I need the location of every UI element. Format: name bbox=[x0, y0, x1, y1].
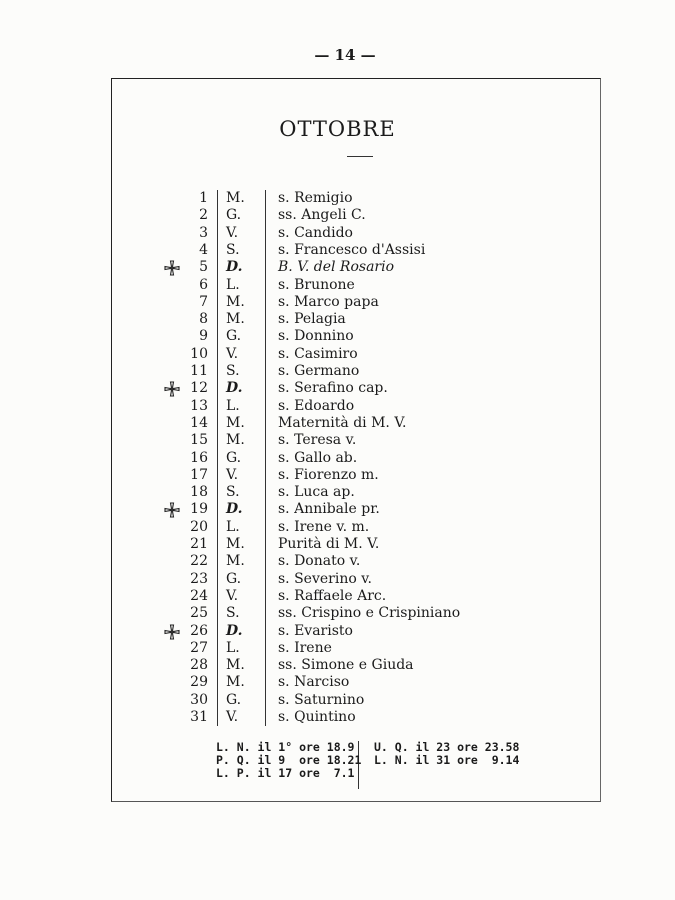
day-row bbox=[0, 674, 675, 691]
day-number: 13 bbox=[190, 397, 208, 414]
day-row bbox=[0, 484, 675, 501]
day-row bbox=[0, 536, 675, 553]
day-row bbox=[0, 207, 675, 224]
day-number: 28 bbox=[190, 657, 208, 674]
saint-name: s. Quintino bbox=[278, 709, 356, 725]
saint-name: s. Pelagia bbox=[278, 311, 346, 328]
saint-name: s. Teresa v. bbox=[278, 432, 357, 449]
saint-name: s. Donnino bbox=[278, 328, 354, 345]
day-number: 20 bbox=[190, 518, 208, 535]
day-of-week: D. bbox=[226, 622, 243, 639]
day-of-week: M. bbox=[226, 657, 245, 674]
day-of-week: M. bbox=[226, 293, 245, 310]
day-of-week: G. bbox=[226, 207, 242, 224]
day-of-week: S. bbox=[226, 363, 240, 379]
day-of-week: L. bbox=[226, 397, 240, 414]
saint-name: s. Remigio bbox=[278, 190, 353, 206]
cross-pattee-icon bbox=[164, 624, 180, 640]
day-row bbox=[0, 346, 675, 363]
day-of-week: M. bbox=[226, 536, 245, 552]
cross-pattee-icon bbox=[164, 502, 180, 518]
day-number: 8 bbox=[199, 311, 208, 328]
day-row bbox=[0, 623, 675, 640]
day-number: 17 bbox=[190, 466, 208, 483]
month-title: OTTOBRE bbox=[279, 117, 396, 141]
day-number: 25 bbox=[190, 605, 208, 622]
day-row bbox=[0, 467, 675, 484]
saint-name: s. Francesco d'Assisi bbox=[278, 241, 426, 258]
day-number: 1 bbox=[199, 190, 208, 206]
title-rule bbox=[347, 156, 373, 157]
day-row bbox=[0, 588, 675, 605]
saint-name: Maternità di M. V. bbox=[278, 414, 407, 431]
day-of-week: V. bbox=[226, 466, 239, 483]
cross-pattee-icon bbox=[164, 381, 180, 397]
day-row bbox=[0, 380, 675, 397]
day-of-week: V. bbox=[226, 345, 239, 362]
day-of-week: S. bbox=[226, 241, 240, 258]
day-of-week: M. bbox=[226, 414, 245, 431]
saint-name: s. Gallo ab. bbox=[278, 449, 358, 466]
day-row bbox=[0, 657, 675, 674]
saint-name: s. Edoardo bbox=[278, 397, 355, 414]
saint-name: s. Evaristo bbox=[278, 622, 353, 639]
day-row bbox=[0, 415, 675, 432]
day-of-week: D. bbox=[226, 501, 243, 518]
day-row bbox=[0, 571, 675, 588]
day-of-week: M. bbox=[226, 311, 245, 328]
page-number: — 14 — bbox=[314, 46, 376, 64]
day-row bbox=[0, 398, 675, 415]
day-row bbox=[0, 640, 675, 657]
saint-name: s. Annibale pr. bbox=[278, 501, 380, 518]
day-number: 4 bbox=[199, 241, 208, 258]
day-row bbox=[0, 294, 675, 311]
saint-name: ss. Angeli C. bbox=[278, 207, 366, 224]
day-number: 2 bbox=[199, 207, 208, 224]
day-row bbox=[0, 242, 675, 259]
moon-phase-line: P. Q. il 9 ore 18.21 bbox=[216, 753, 362, 767]
moon-phase-line: U. Q. il 23 ore 23.58 bbox=[374, 740, 520, 754]
day-number: 27 bbox=[190, 639, 208, 656]
day-number: 7 bbox=[199, 293, 208, 310]
day-number: 18 bbox=[190, 484, 208, 501]
saint-name: s. Irene bbox=[278, 639, 332, 656]
day-row bbox=[0, 363, 675, 380]
day-number: 16 bbox=[190, 449, 208, 466]
day-number: 19 bbox=[190, 501, 208, 518]
day-of-week: L. bbox=[226, 276, 240, 293]
day-of-week: M. bbox=[226, 432, 245, 449]
day-row bbox=[0, 709, 675, 726]
saint-name: ss. Simone e Giuda bbox=[278, 657, 414, 674]
saint-name: s. Marco papa bbox=[278, 293, 379, 310]
saint-name: s. Fiorenzo m. bbox=[278, 466, 379, 483]
day-number: 30 bbox=[190, 691, 208, 708]
day-row bbox=[0, 692, 675, 709]
day-number: 14 bbox=[190, 414, 208, 431]
day-number: 21 bbox=[190, 536, 208, 552]
day-of-week: G. bbox=[226, 328, 242, 345]
day-row bbox=[0, 328, 675, 345]
saint-name: s. Irene v. m. bbox=[278, 518, 370, 535]
day-of-week: G. bbox=[226, 449, 242, 466]
day-of-week: L. bbox=[226, 518, 240, 535]
day-number: 22 bbox=[190, 553, 208, 570]
day-number: 15 bbox=[190, 432, 208, 449]
day-of-week: D. bbox=[226, 259, 243, 276]
saint-name: s. Donato v. bbox=[278, 553, 361, 570]
moon-phase-line: L. N. il 1° ore 18.9 bbox=[216, 740, 355, 754]
day-of-week: M. bbox=[226, 553, 245, 570]
day-number: 10 bbox=[190, 345, 208, 362]
saint-name: s. Narciso bbox=[278, 674, 350, 691]
day-row bbox=[0, 190, 675, 207]
day-row bbox=[0, 605, 675, 622]
day-number: 11 bbox=[190, 363, 208, 379]
day-number: 12 bbox=[190, 380, 208, 397]
day-of-week: D. bbox=[226, 380, 243, 397]
saint-name: s. Luca ap. bbox=[278, 484, 355, 501]
moon-phase-line: L. P. il 17 ore 7.1 bbox=[216, 766, 355, 780]
day-number: 23 bbox=[190, 570, 208, 587]
day-of-week: V. bbox=[226, 709, 239, 725]
saint-name: s. Casimiro bbox=[278, 345, 358, 362]
day-of-week: L. bbox=[226, 639, 240, 656]
moon-phases-right bbox=[374, 741, 519, 767]
saint-name: Purità di M. V. bbox=[278, 536, 380, 552]
day-row bbox=[0, 225, 675, 242]
day-number: 31 bbox=[190, 709, 208, 725]
saint-name: B. V. del Rosario bbox=[278, 259, 395, 276]
day-of-week: S. bbox=[226, 605, 240, 622]
day-of-week: V. bbox=[226, 587, 239, 604]
day-number: 6 bbox=[199, 276, 208, 293]
saint-name: s. Brunone bbox=[278, 276, 355, 293]
saint-name: s. Raffaele Arc. bbox=[278, 587, 387, 604]
moon-phase-line: L. N. il 31 ore 9.14 bbox=[374, 753, 520, 767]
day-row bbox=[0, 277, 675, 294]
day-number: 26 bbox=[190, 622, 208, 639]
saint-name: ss. Crispino e Crispiniano bbox=[278, 605, 461, 622]
day-of-week: M. bbox=[226, 674, 245, 691]
day-row bbox=[0, 553, 675, 570]
day-row bbox=[0, 259, 675, 276]
day-of-week: G. bbox=[226, 691, 242, 708]
saint-name: s. Candido bbox=[278, 224, 353, 241]
day-number: 3 bbox=[199, 224, 208, 241]
day-number: 29 bbox=[190, 674, 208, 691]
saint-name: s. Severino v. bbox=[278, 570, 372, 587]
day-row bbox=[0, 432, 675, 449]
moon-phases-left bbox=[216, 741, 361, 780]
cross-pattee-icon bbox=[164, 260, 180, 276]
day-row bbox=[0, 311, 675, 328]
day-of-week: S. bbox=[226, 484, 240, 501]
saint-name: s. Serafino cap. bbox=[278, 380, 388, 397]
day-row bbox=[0, 501, 675, 518]
day-of-week: V. bbox=[226, 224, 239, 241]
day-of-week: M. bbox=[226, 190, 245, 206]
saint-name: s. Germano bbox=[278, 363, 360, 379]
day-number: 5 bbox=[199, 259, 208, 276]
day-row bbox=[0, 519, 675, 536]
day-of-week: G. bbox=[226, 570, 242, 587]
saint-name: s. Saturnino bbox=[278, 691, 365, 708]
day-row bbox=[0, 450, 675, 467]
day-number: 9 bbox=[199, 328, 208, 345]
day-number: 24 bbox=[190, 587, 208, 604]
